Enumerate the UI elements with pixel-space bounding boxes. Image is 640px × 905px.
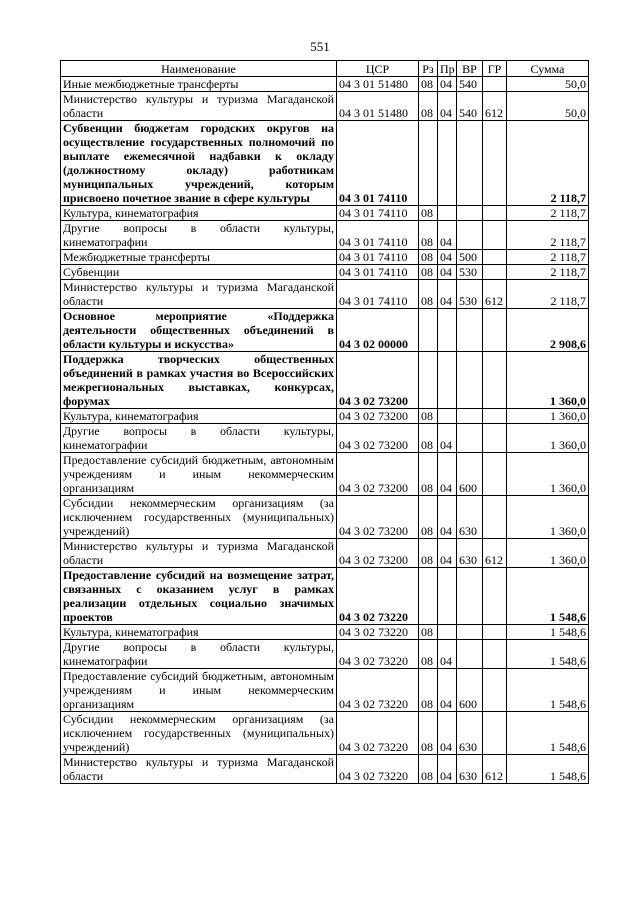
row-code: 04 3 01 74110: [337, 206, 419, 221]
row-gr: [483, 712, 507, 755]
row-pr: [438, 309, 457, 352]
row-gr: [483, 453, 507, 496]
row-pr: [438, 568, 457, 625]
row-rz: 08: [419, 625, 438, 640]
row-gr: [483, 568, 507, 625]
row-name: Культура, кинематография: [61, 625, 337, 640]
row-gr: [483, 352, 507, 409]
row-rz: 08: [419, 496, 438, 539]
table-row: [61, 265, 589, 280]
page-number: 551: [310, 39, 330, 54]
row-pr: [438, 352, 457, 409]
row-amount: 2 118,7: [507, 250, 589, 265]
row-name: Основное мероприятие «Поддержка деятельности общественных объединений в области культуры и искусства»: [61, 309, 337, 352]
row-amount: 1 360,0: [507, 539, 589, 568]
row-amount: 50,0: [507, 92, 589, 121]
row-amount: 50,0: [507, 77, 589, 92]
row-pr: 04: [438, 221, 457, 250]
row-pr: 04: [438, 640, 457, 669]
table-row: [61, 309, 589, 352]
row-name: Субсидии некоммерческим организациям (за исключением государственных (муниципальных) учреждений): [61, 712, 337, 755]
row-vr: 630: [457, 755, 483, 784]
row-rz: 08: [419, 206, 438, 221]
row-code: 04 3 02 73200: [337, 539, 419, 568]
row-amount: 2 118,7: [507, 206, 589, 221]
row-amount: 1 360,0: [507, 453, 589, 496]
row-code: 04 3 01 74110: [337, 121, 419, 206]
row-name: Министерство культуры и туризма Магаданской области: [61, 755, 337, 784]
row-code: 04 3 02 73200: [337, 352, 419, 409]
row-code: 04 3 02 73200: [337, 424, 419, 453]
row-amount: 1 548,6: [507, 669, 589, 712]
row-rz: 08: [419, 250, 438, 265]
row-name: Предоставление субсидий бюджетным, автономным учреждениям и иным некоммерческим организациям: [61, 669, 337, 712]
row-code: 04 3 02 73220: [337, 568, 419, 625]
row-code: 04 3 02 73220: [337, 669, 419, 712]
row-vr: 530: [457, 280, 483, 309]
row-code: 04 3 01 74110: [337, 250, 419, 265]
header-amount: Сумма: [507, 61, 589, 77]
row-gr: [483, 221, 507, 250]
row-pr: [438, 121, 457, 206]
row-amount: 2 118,7: [507, 265, 589, 280]
row-name: Предоставление субсидий на возмещение затрат, связанных с оказанием услуг в рамках реализации отдельных социально значимых проектов: [61, 568, 337, 625]
row-pr: 04: [438, 280, 457, 309]
table-header-row: [61, 61, 589, 77]
row-rz: 08: [419, 640, 438, 669]
row-gr: [483, 625, 507, 640]
table-row: [61, 496, 589, 539]
row-rz: 08: [419, 77, 438, 92]
row-vr: [457, 221, 483, 250]
row-amount: 1 548,6: [507, 568, 589, 625]
row-gr: 612: [483, 539, 507, 568]
row-name: Другие вопросы в области культуры, кинематографии: [61, 221, 337, 250]
row-name: Министерство культуры и туризма Магаданской области: [61, 92, 337, 121]
row-code: 04 3 02 00000: [337, 309, 419, 352]
row-pr: 04: [438, 250, 457, 265]
table-row: [61, 121, 589, 206]
row-rz: [419, 352, 438, 409]
table-row: [61, 280, 589, 309]
row-vr: [457, 352, 483, 409]
table-row: [61, 250, 589, 265]
row-amount: 1 360,0: [507, 409, 589, 424]
table-row: [61, 712, 589, 755]
row-code: 04 3 01 74110: [337, 265, 419, 280]
row-code: 04 3 01 51480: [337, 92, 419, 121]
row-pr: 04: [438, 453, 457, 496]
row-gr: [483, 77, 507, 92]
row-code: 04 3 02 73200: [337, 496, 419, 539]
row-vr: [457, 625, 483, 640]
row-vr: [457, 206, 483, 221]
row-gr: 612: [483, 280, 507, 309]
row-name: Другие вопросы в области культуры, кинематографии: [61, 640, 337, 669]
row-rz: 08: [419, 409, 438, 424]
row-gr: [483, 424, 507, 453]
row-rz: 08: [419, 265, 438, 280]
row-pr: [438, 409, 457, 424]
row-pr: 04: [438, 265, 457, 280]
row-vr: 530: [457, 265, 483, 280]
row-gr: [483, 409, 507, 424]
row-vr: [457, 409, 483, 424]
row-name: Министерство культуры и туризма Магаданской области: [61, 539, 337, 568]
table-row: [61, 539, 589, 568]
table-row: [61, 568, 589, 625]
table-row: [61, 352, 589, 409]
row-name: Предоставление субсидий бюджетным, автономным учреждениям и иным некоммерческим организациям: [61, 453, 337, 496]
row-name: Иные межбюджетные трансферты: [61, 77, 337, 92]
row-amount: 2 118,7: [507, 280, 589, 309]
row-code: 04 3 01 74110: [337, 280, 419, 309]
row-amount: 1 548,6: [507, 712, 589, 755]
row-name: Культура, кинематография: [61, 206, 337, 221]
row-rz: 08: [419, 669, 438, 712]
table-row: [61, 77, 589, 92]
row-vr: [457, 568, 483, 625]
row-code: 04 3 02 73220: [337, 712, 419, 755]
header-pr: Пр: [438, 61, 457, 77]
row-gr: [483, 265, 507, 280]
row-amount: 1 548,6: [507, 625, 589, 640]
row-amount: 2 908,6: [507, 309, 589, 352]
row-vr: 630: [457, 496, 483, 539]
row-rz: 08: [419, 92, 438, 121]
row-vr: 500: [457, 250, 483, 265]
row-amount: 1 548,6: [507, 640, 589, 669]
row-name: Другие вопросы в области культуры, кинематографии: [61, 424, 337, 453]
table-row: [61, 640, 589, 669]
row-rz: 08: [419, 755, 438, 784]
row-name: Поддержка творческих общественных объединений в рамках участия во Всероссийских межрегиональных выставках, конкурсах, форумах: [61, 352, 337, 409]
row-amount: 1 360,0: [507, 496, 589, 539]
row-name: Субвенции бюджетам городских округов на осуществление государственных полномочий по выплате ежемесячной надбавки к окладу (должностному окладу) работникам муниципальных учреждений, которым присвоено почетное звание в сфере культуры: [61, 121, 337, 206]
row-pr: 04: [438, 712, 457, 755]
row-pr: 04: [438, 424, 457, 453]
row-vr: 630: [457, 539, 483, 568]
row-pr: 04: [438, 77, 457, 92]
row-rz: 08: [419, 280, 438, 309]
row-pr: 04: [438, 539, 457, 568]
row-gr: [483, 121, 507, 206]
row-code: 04 3 02 73220: [337, 755, 419, 784]
row-vr: [457, 309, 483, 352]
row-name: Межбюджетные трансферты: [61, 250, 337, 265]
row-code: 04 3 02 73200: [337, 409, 419, 424]
row-vr: 630: [457, 712, 483, 755]
row-rz: 08: [419, 712, 438, 755]
row-name: Министерство культуры и туризма Магаданской области: [61, 280, 337, 309]
row-code: 04 3 02 73220: [337, 625, 419, 640]
row-pr: 04: [438, 496, 457, 539]
row-vr: 540: [457, 77, 483, 92]
row-pr: 04: [438, 755, 457, 784]
row-name: Субсидии некоммерческим организациям (за исключением государственных (муниципальных) учреждений): [61, 496, 337, 539]
row-rz: 08: [419, 424, 438, 453]
row-pr: [438, 625, 457, 640]
row-vr: [457, 121, 483, 206]
row-vr: 600: [457, 453, 483, 496]
row-amount: 1 360,0: [507, 424, 589, 453]
header-code: ЦСР: [337, 61, 419, 77]
table-row: [61, 453, 589, 496]
row-code: 04 3 01 51480: [337, 77, 419, 92]
header-gr: ГР: [483, 61, 507, 77]
header-rz: Рз: [419, 61, 438, 77]
row-code: 04 3 02 73220: [337, 640, 419, 669]
row-gr: 612: [483, 755, 507, 784]
table-row: [61, 625, 589, 640]
row-vr: [457, 424, 483, 453]
row-amount: 1 548,6: [507, 755, 589, 784]
row-gr: [483, 250, 507, 265]
table-row: [61, 92, 589, 121]
row-gr: [483, 640, 507, 669]
row-rz: [419, 568, 438, 625]
table-row: [61, 424, 589, 453]
row-amount: 1 360,0: [507, 352, 589, 409]
row-code: 04 3 02 73200: [337, 453, 419, 496]
row-gr: [483, 206, 507, 221]
header-name: Наименование: [61, 61, 337, 77]
row-rz: [419, 309, 438, 352]
table-row: [61, 669, 589, 712]
row-vr: [457, 640, 483, 669]
row-pr: 04: [438, 669, 457, 712]
row-amount: 2 118,7: [507, 121, 589, 206]
row-amount: 2 118,7: [507, 221, 589, 250]
row-gr: [483, 669, 507, 712]
row-name: Культура, кинематография: [61, 409, 337, 424]
table-row: [61, 755, 589, 784]
row-gr: [483, 309, 507, 352]
row-pr: [438, 206, 457, 221]
row-rz: 08: [419, 539, 438, 568]
row-rz: 08: [419, 453, 438, 496]
row-code: 04 3 01 74110: [337, 221, 419, 250]
row-vr: 540: [457, 92, 483, 121]
row-vr: 600: [457, 669, 483, 712]
row-gr: [483, 496, 507, 539]
row-gr: 612: [483, 92, 507, 121]
row-rz: [419, 121, 438, 206]
budget-table: [60, 60, 589, 784]
row-rz: 08: [419, 221, 438, 250]
table-row: [61, 206, 589, 221]
table-row: [61, 409, 589, 424]
table-row: [61, 221, 589, 250]
row-pr: 04: [438, 92, 457, 121]
header-vr: ВР: [457, 61, 483, 77]
row-name: Субвенции: [61, 265, 337, 280]
